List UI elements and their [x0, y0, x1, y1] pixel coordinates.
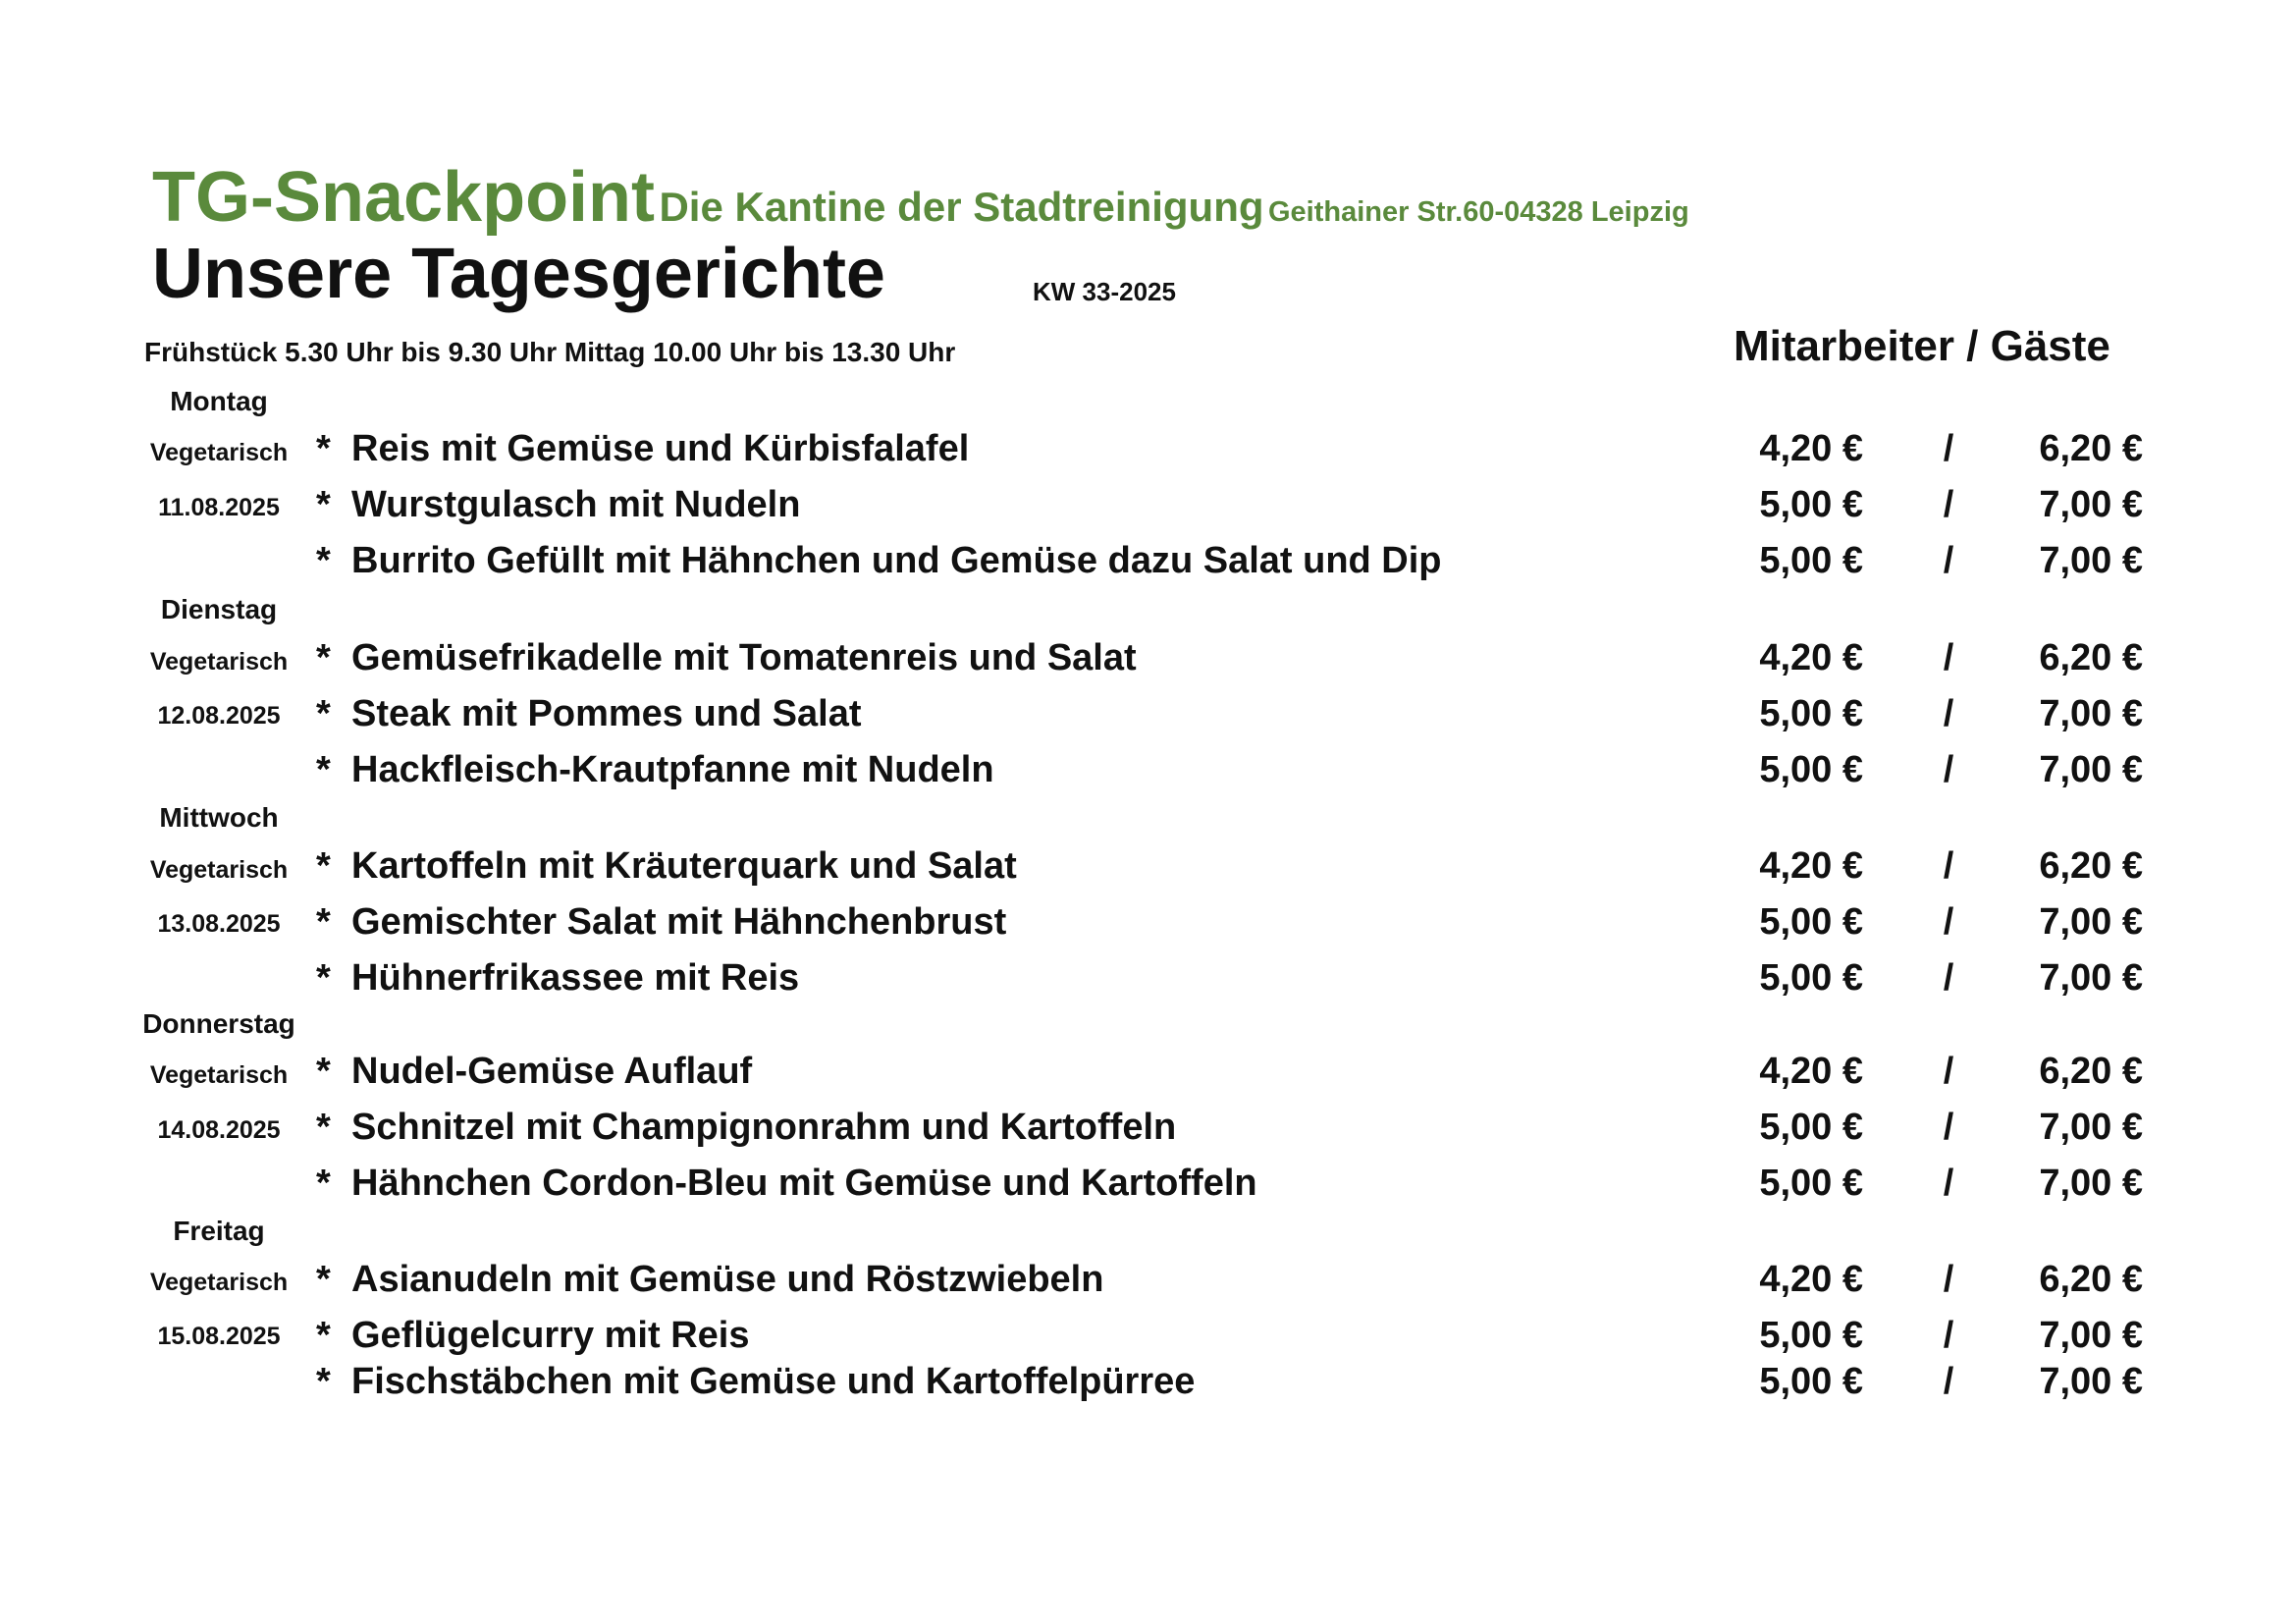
dish-marker: * [316, 1315, 331, 1356]
dish-name: Gemüsefrikadelle mit Tomatenreis und Salat [351, 637, 1137, 678]
dish-marker: * [316, 1107, 331, 1148]
price-guest: 7,00 € [2039, 693, 2143, 734]
dish-marker: * [316, 749, 331, 790]
calendar-week: KW 33-2025 [1033, 277, 1176, 306]
price-guest: 7,00 € [2039, 1361, 2143, 1402]
price-separator: / [1943, 484, 1954, 525]
dish-name: Fischstäbchen mit Gemüse und Kartoffelpürree [351, 1361, 1196, 1402]
price-separator: / [1943, 1107, 1954, 1148]
dish-marker: * [316, 845, 331, 887]
price-separator: / [1943, 693, 1954, 734]
dish-name: Steak mit Pommes und Salat [351, 693, 862, 734]
dish-name: Kartoffeln mit Kräuterquark und Salat [351, 845, 1017, 887]
dish-row [316, 540, 1442, 582]
dish-name: Gemischter Salat mit Hähnchenbrust [351, 901, 1007, 943]
dish-row [316, 845, 1017, 888]
vegetarian-label: Vegetarisch [149, 648, 289, 676]
header-line [152, 157, 1689, 238]
dish-row [316, 1107, 1176, 1149]
vegetarian-label: Vegetarisch [149, 1061, 289, 1089]
price-staff: 4,20 € [1759, 637, 1863, 678]
price-guest: 7,00 € [2039, 749, 2143, 790]
price-separator: / [1943, 1051, 1954, 1092]
dish-marker: * [316, 1163, 331, 1204]
price-separator: / [1943, 637, 1954, 678]
dish-marker: * [316, 693, 331, 734]
dish-marker: * [316, 540, 331, 581]
price-staff: 4,20 € [1759, 1259, 1863, 1300]
price-separator: / [1943, 957, 1954, 999]
dish-name: Geflügelcurry mit Reis [351, 1315, 750, 1356]
price-guest: 7,00 € [2039, 957, 2143, 999]
day-name: Dienstag [160, 594, 278, 624]
price-guest: 7,00 € [2039, 540, 2143, 581]
dish-row [316, 901, 1006, 944]
dish-name: Burrito Gefüllt mit Hähnchen und Gemüse dazu Salat und Dip [351, 540, 1442, 581]
price-guest: 7,00 € [2039, 1163, 2143, 1204]
day-name: Freitag [173, 1216, 265, 1246]
price-staff: 5,00 € [1759, 1315, 1863, 1356]
price-separator: / [1943, 901, 1954, 943]
dish-name: Nudel-Gemüse Auflauf [351, 1051, 753, 1092]
price-staff: 5,00 € [1759, 693, 1863, 734]
dish-name: Hähnchen Cordon-Bleu mit Gemüse und Kartoffeln [351, 1163, 1257, 1204]
price-staff: 5,00 € [1759, 484, 1863, 525]
day-date: 13.08.2025 [157, 910, 281, 938]
price-staff: 5,00 € [1759, 1107, 1863, 1148]
price-staff: 4,20 € [1759, 1051, 1863, 1092]
address: Geithainer Str.60-04328 Leipzig [1267, 196, 1689, 228]
price-guest: 7,00 € [2039, 1107, 2143, 1148]
price-staff: 5,00 € [1759, 1163, 1863, 1204]
price-separator: / [1943, 1361, 1954, 1402]
dish-name: Asianudeln mit Gemüse und Röstzwiebeln [351, 1259, 1104, 1300]
dish-marker: * [316, 1051, 331, 1092]
price-staff: 5,00 € [1759, 749, 1863, 790]
price-column-header: Mitarbeiter / Gäste [1734, 322, 2110, 370]
dish-row [316, 1051, 752, 1093]
day-date: 12.08.2025 [157, 702, 281, 730]
dish-name: Wurstgulasch mit Nudeln [351, 484, 801, 525]
brand-name: TG-Snackpoint [152, 158, 656, 237]
opening-hours: Frühstück 5.30 Uhr bis 9.30 Uhr Mittag 10.00 Uhr bis 13.30 Uhr [144, 337, 956, 367]
dish-marker: * [316, 1259, 331, 1300]
dish-row [316, 693, 862, 735]
price-separator: / [1943, 845, 1954, 887]
price-guest: 6,20 € [2039, 1051, 2143, 1092]
dish-row [316, 637, 1137, 679]
dish-name: Reis mit Gemüse und Kürbisfalafel [351, 428, 970, 469]
price-staff: 4,20 € [1759, 845, 1863, 887]
dish-marker: * [316, 901, 331, 943]
dish-marker: * [316, 637, 331, 678]
price-guest: 6,20 € [2039, 637, 2143, 678]
day-name: Montag [170, 386, 268, 416]
price-separator: / [1943, 1315, 1954, 1356]
price-guest: 6,20 € [2039, 845, 2143, 887]
price-guest: 6,20 € [2039, 1259, 2143, 1300]
price-staff: 5,00 € [1759, 957, 1863, 999]
price-staff: 5,00 € [1759, 540, 1863, 581]
dish-marker: * [316, 484, 331, 525]
price-staff: 4,20 € [1759, 428, 1863, 469]
dish-name: Hackfleisch-Krautpfanne mit Nudeln [351, 749, 994, 790]
dish-name: Schnitzel mit Champignonrahm und Kartoffeln [351, 1107, 1177, 1148]
price-staff: 5,00 € [1759, 901, 1863, 943]
day-name: Mittwoch [159, 802, 279, 833]
vegetarian-label: Vegetarisch [149, 856, 289, 884]
day-date: 14.08.2025 [157, 1116, 281, 1144]
price-guest: 6,20 € [2039, 428, 2143, 469]
price-separator: / [1943, 540, 1954, 581]
dish-marker: * [316, 428, 331, 469]
dish-name: Hühnerfrikassee mit Reis [351, 957, 800, 999]
day-date: 15.08.2025 [157, 1323, 281, 1350]
dish-row [316, 957, 799, 1000]
price-separator: / [1943, 428, 1954, 469]
dish-row [316, 484, 800, 526]
dish-row [316, 1361, 1195, 1403]
price-separator: / [1943, 1259, 1954, 1300]
dish-row [316, 428, 969, 470]
dish-marker: * [316, 957, 331, 999]
price-separator: / [1943, 749, 1954, 790]
dish-marker: * [316, 1361, 331, 1402]
vegetarian-label: Vegetarisch [149, 439, 289, 466]
day-name: Donnerstag [142, 1008, 295, 1039]
price-separator: / [1943, 1163, 1954, 1204]
price-guest: 7,00 € [2039, 1315, 2143, 1356]
day-date: 11.08.2025 [158, 494, 280, 521]
dish-row [316, 1315, 749, 1357]
page-title: Unsere Tagesgerichte [152, 235, 885, 313]
vegetarian-label: Vegetarisch [149, 1269, 289, 1296]
dish-row [316, 1259, 1103, 1301]
price-staff: 5,00 € [1759, 1361, 1863, 1402]
dish-row [316, 1163, 1257, 1205]
price-guest: 7,00 € [2039, 901, 2143, 943]
price-guest: 7,00 € [2039, 484, 2143, 525]
canteen-subtitle: Die Kantine der Stadtreinigung [659, 184, 1264, 230]
dish-row [316, 749, 994, 791]
